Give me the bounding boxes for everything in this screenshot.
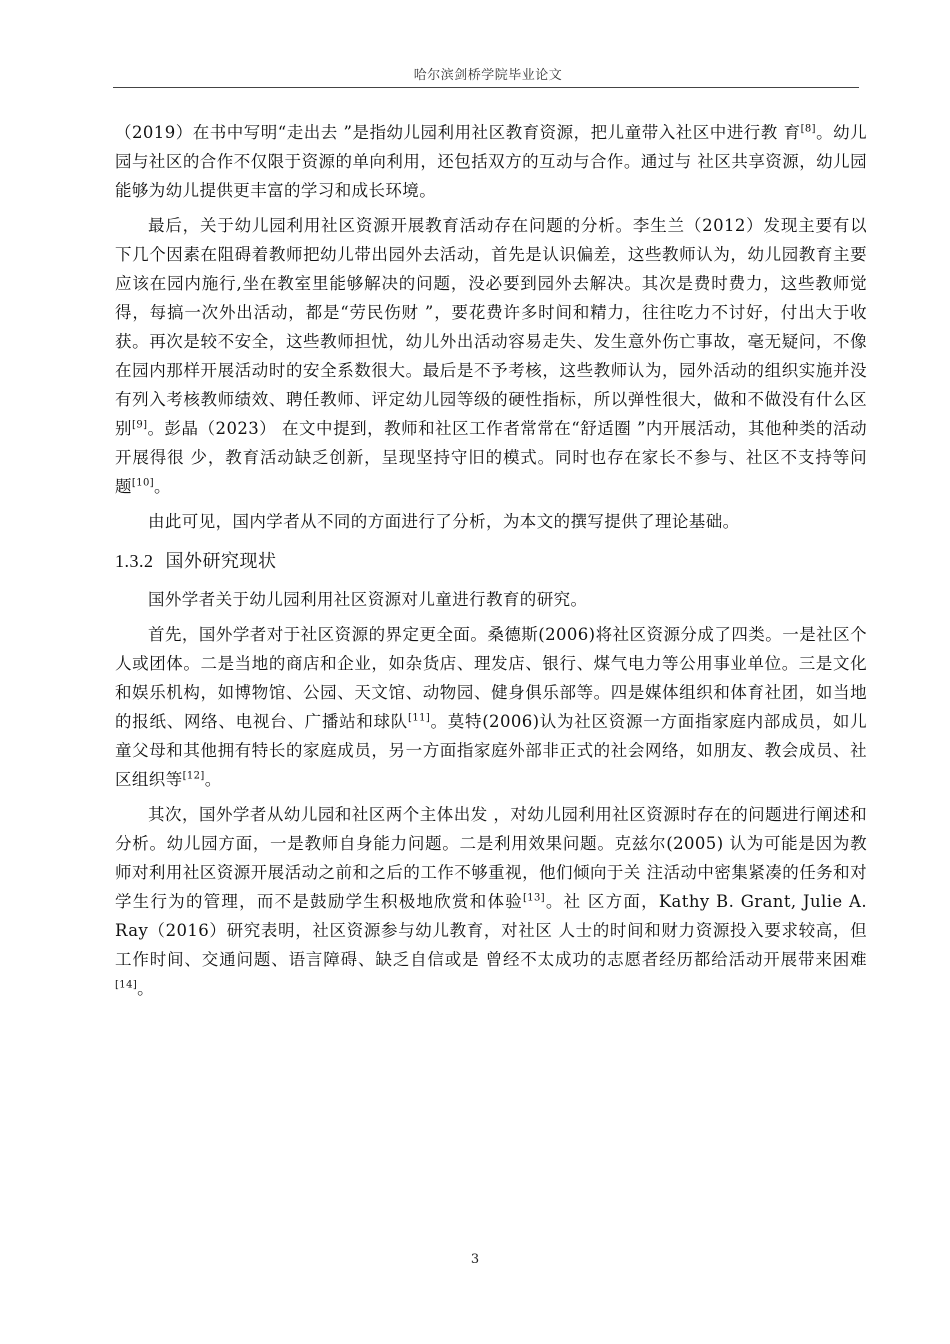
- paragraph-2: [115, 211, 867, 501]
- section-number: 1.3.2: [115, 551, 154, 571]
- paragraph-2-text-b: 。彭晶（2023） 在文中提到，教师和社区工作者常常在“舒适圈 ”内开展活动，其他种类的活动开展得很 少，教育活动缺乏创新，呈现坚持守旧的模式。同时也存在家长不参与、社区不支持等问 题: [115, 419, 867, 496]
- citation-14: [14]: [115, 979, 138, 991]
- citation-12: [12]: [182, 770, 205, 782]
- page-number: 3: [470, 1252, 480, 1267]
- paragraph-3-text: 由此可见，国内学者从不同的方面进行了分析，为本文的撰写提供了理论基础。: [148, 512, 740, 531]
- paragraph-3: [115, 507, 867, 536]
- paragraph-2-text-c: 。: [154, 477, 171, 496]
- citation-8: [8]: [800, 123, 816, 135]
- paragraph-5-text-b: 。莫特(2006)认为社区资源一方面指家庭内部成员，如儿童父母和其他拥有特长的家庭成员，另一方面指家庭外部非正式的社会网络，如朋友、教会成员、社区组织等: [115, 712, 867, 789]
- paragraph-6-text-c: 。: [137, 979, 155, 998]
- paragraph-5-text-a: 首先，国外学者对于社区资源的界定更全面。桑德斯(2006)将社区资源分成了四类。一是社区个人或团体。二是当地的商店和企业，如杂货店、理发店、银行、煤气电力等公用事业单位。三是文化和娱乐机构，如博物馆、公园、天文馆、动物园、健身俱乐部等。四是媒体组织和体育社团，如当地的报纸、网络、电视台、广播站和球队: [115, 625, 867, 731]
- citation-9: [9]: [132, 419, 148, 431]
- header-divider: [113, 87, 859, 88]
- paragraph-4: [115, 585, 867, 614]
- page-header: 哈尔滨剑桥学院毕业论文: [413, 68, 563, 83]
- citation-13: [13]: [522, 892, 546, 904]
- paragraph-2-text-a: 最后，关于幼儿园利用社区资源开展教育活动存在问题的分析。李生兰（2012）发现主要有以下几个因素在阻碍着教师把幼儿带出园外去活动，首先是认识偏差，这些教师认为，幼儿园教育主要应该在园内施行,坐在教室里能够解决的问题，没必要到园外去解决。其次是费时费力，这些教师觉得，每搞一次外出活动，都是“劳民伤财 ”，要花费许多时间和精力，往往吃力不讨好，付出大于收获。再次是较不安全，这些教师担忧，幼儿外出活动容易走失、发生意外伤亡事故，毫无疑问，不像在园内那样开展活动时的安全系数很大。最后是不予考核，这些教师认为，园外活动的组织实施并没有列入考核教师绩效、聘任教师、评定幼儿园等级的硬性指标，所以弹性很大，做和不做没有什么区别: [115, 216, 867, 438]
- paragraph-1-text-b: 。幼儿园与社区的合作不仅限于资源的单向利用，还包括双方的互动与合作。通过与 社区共享资源，幼儿园能够为幼儿提供更丰富的学习和成长环境。: [115, 123, 868, 200]
- paragraph-5: [115, 620, 867, 794]
- paragraph-6-text-b: 。社 区方面，Kathy B. Grant, Julie A. Ray（2016）研究表明，社区资源参与幼儿教育，对社区 人士的时间和财力资源投入要求较高，但工作时间、交通问题、语言障碍、缺乏自信或是 曾经不太成功的志愿者经历都给活动开展带来困难: [115, 892, 867, 969]
- paragraph-5-text-c: 。: [204, 770, 222, 789]
- paragraph-6: [115, 800, 867, 1003]
- paragraph-4-text: 国外学者关于幼儿园利用社区资源对儿童进行教育的研究。: [148, 590, 588, 609]
- paragraph-6-text-a: 其次，国外学者从幼儿园和社区两个主体出发 ，对幼儿园利用社区资源时存在的问题进行阐述和分析。幼儿园方面，一是教师自身能力问题。二是利用效果问题。克兹尔(2005) 认为可能是因为教师对利用社区资源开展活动之前和之后的工作不够重视，他们倾向于关 注活动中密集紧凑的任务和对学生行为的管理，而不是鼓励学生积极地欣赏和体验: [115, 805, 867, 911]
- page-body: [115, 118, 867, 1003]
- citation-11: [11]: [408, 712, 431, 724]
- paragraph-1: [115, 118, 867, 205]
- paragraph-1-text-a: （2019）在书中写明“走出去 ”是指幼儿园利用社区教育资源，把儿童带入社区中进行教 育: [115, 123, 801, 142]
- section-title: 国外研究现状: [165, 551, 277, 572]
- section-heading: [115, 546, 867, 577]
- citation-10: [10]: [131, 477, 155, 489]
